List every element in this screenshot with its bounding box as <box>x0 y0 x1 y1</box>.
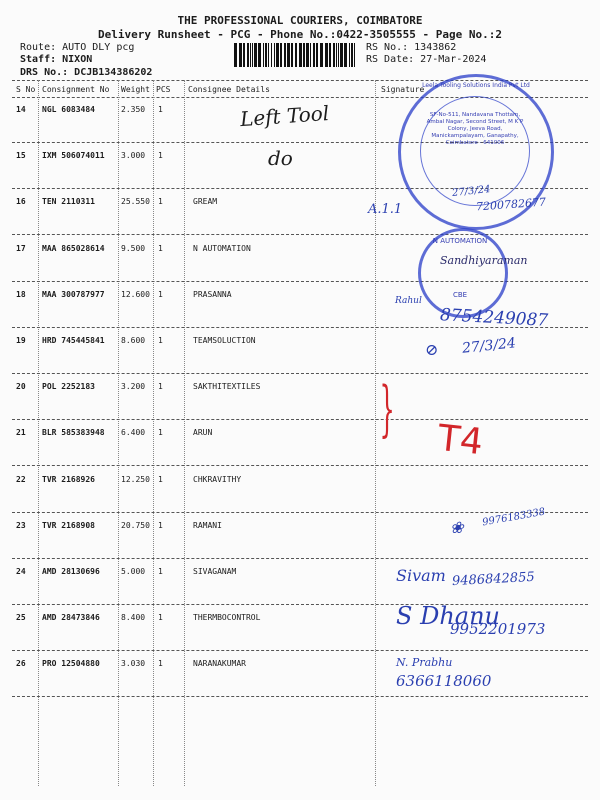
row-separator <box>12 650 588 651</box>
barcode-bar <box>306 43 309 67</box>
row-consignment: MAA 300787977 <box>42 290 105 299</box>
barcode-bar <box>333 43 335 67</box>
row-consignment: IXM 506074011 <box>42 151 105 160</box>
row-consignee: CHKRAVITHY <box>193 475 242 484</box>
barcode-bar <box>349 43 350 67</box>
row-pcs: 1 <box>158 567 163 576</box>
automation-stamp-city: CBE <box>452 291 468 299</box>
rs-number: RS No.: 1343862 <box>366 42 457 53</box>
col-consignment: Consignment No <box>42 85 110 94</box>
col-signature: Signature <box>381 85 425 94</box>
row-sno: 19 <box>16 336 26 345</box>
barcode-bar <box>336 43 337 67</box>
row-sno: 15 <box>16 151 26 160</box>
row-sno: 26 <box>16 659 26 668</box>
barcode-bar <box>239 43 242 67</box>
row-weight: 12.600 <box>121 290 150 299</box>
row-pcs: 1 <box>158 336 163 345</box>
company-title: THE PROFESSIONAL COURIERS, COIMBATORE <box>177 14 423 27</box>
row-sno: 16 <box>16 197 26 206</box>
row-pcs: 1 <box>158 613 163 622</box>
handwritten-phone: 9486842855 <box>451 569 536 590</box>
row-consignee: SIVAGANAM <box>193 567 237 576</box>
rs-date: RS Date: 27-Mar-2024 <box>366 54 487 65</box>
barcode-bar <box>247 43 249 67</box>
row-sno: 22 <box>16 475 26 484</box>
row-sno: 21 <box>16 428 26 437</box>
row-pcs: 1 <box>158 105 163 114</box>
barcode-bar <box>250 43 251 67</box>
row-consignment: MAA 865028614 <box>42 244 105 253</box>
row-pcs: 1 <box>158 197 163 206</box>
automation-stamp-name: N AUTOMATION <box>432 237 488 245</box>
row-sno: 24 <box>16 567 26 576</box>
row-consignee: ARUN <box>193 428 213 437</box>
row-weight: 6.400 <box>121 428 146 437</box>
handwritten-signature: Sivam <box>396 566 446 585</box>
row-separator <box>12 465 588 466</box>
row-weight: 3.000 <box>121 151 146 160</box>
row-pcs: 1 <box>158 244 163 253</box>
barcode-bar <box>263 43 264 67</box>
barcode-bar <box>276 43 279 67</box>
row-weight: 25.550 <box>121 197 150 206</box>
handwritten-phone: 9976183338 <box>481 506 547 529</box>
handwritten-signature: N. Prabhu <box>396 656 453 669</box>
row-consignment: PRO 12504880 <box>42 659 100 668</box>
barcode-bar <box>291 43 293 67</box>
barcode-bar <box>303 43 305 67</box>
handwritten-signature: Rahul <box>395 296 422 306</box>
col-weight: Weight <box>121 85 150 94</box>
barcode-bar <box>234 43 237 67</box>
staff-label: Staff: NIXON <box>20 54 93 65</box>
row-separator <box>12 234 588 235</box>
barcode-bar <box>329 43 331 67</box>
barcode-bar <box>320 43 323 67</box>
company-stamp-address: SF-No-511, Nandavana Thottam, Ambal Nagar, Second Street, M K P Colony, Jeeva Road, Manickampalayam, Ganapathy, Coimbatore - 641006 <box>426 112 524 146</box>
row-pcs: 1 <box>158 290 163 299</box>
table-row <box>0 475 600 495</box>
row-consignee: GREAM <box>193 197 218 206</box>
barcode-bar <box>280 43 282 67</box>
row-consignment: HRD 745445841 <box>42 336 105 345</box>
handwritten-ditto: do <box>268 146 293 170</box>
handwritten-date: 27/3/24 <box>451 184 492 199</box>
barcode-bar <box>338 43 339 67</box>
handwritten-phone: 7200782677 <box>475 195 547 214</box>
row-consignee: SAKTHITEXTILES <box>193 382 261 391</box>
row-separator <box>12 558 588 559</box>
handwritten-date: 27/3/24 <box>461 335 517 357</box>
row-consignment: TVR 2168908 <box>42 521 95 530</box>
table-row <box>0 382 600 402</box>
barcode-bar <box>325 43 328 67</box>
row-separator <box>12 604 588 605</box>
row-weight: 2.350 <box>121 105 146 114</box>
handwritten-signature: A.1.1 <box>368 202 403 217</box>
row-consignment: TEN 2110311 <box>42 197 95 206</box>
barcode-bar <box>354 43 355 67</box>
row-consignee: THERMBOCONTROL <box>193 613 261 622</box>
route-label: Route: AUTO DLY pcg <box>20 42 135 53</box>
barcode-bar <box>265 43 267 67</box>
barcode-bar <box>287 43 290 67</box>
row-weight: 3.200 <box>121 382 146 391</box>
barcode-bar <box>258 43 261 67</box>
drs-label: DRS No.: DCJB134386202 <box>20 67 153 78</box>
handwritten-note: Left Tool <box>239 100 330 132</box>
handwritten-signature: S Dhanu <box>396 602 500 630</box>
barcode-bar <box>271 43 272 67</box>
barcode-bar <box>243 43 245 67</box>
row-consignee: RAMANI <box>193 521 222 530</box>
handwritten-red-mark: T4 <box>435 417 485 464</box>
table-row <box>0 521 600 541</box>
row-consignee: TEAMSOLUCTION <box>193 336 256 345</box>
red-bracket-icon: } <box>379 374 395 444</box>
table-row <box>0 659 600 679</box>
row-pcs: 1 <box>158 382 163 391</box>
row-weight: 9.500 <box>121 244 146 253</box>
table-row <box>0 290 600 310</box>
row-sno: 18 <box>16 290 26 299</box>
row-consignee: PRASANNA <box>193 290 232 299</box>
row-consignment: TVR 2168926 <box>42 475 95 484</box>
row-sno: 17 <box>16 244 26 253</box>
barcode-bar <box>344 43 347 67</box>
row-separator <box>12 512 588 513</box>
row-weight: 20.750 <box>121 521 150 530</box>
barcode-bar <box>313 43 315 67</box>
row-separator <box>12 419 588 420</box>
row-weight: 5.000 <box>121 567 146 576</box>
handwritten-phone: 9952201973 <box>450 620 546 638</box>
row-separator <box>12 373 588 374</box>
row-pcs: 1 <box>158 659 163 668</box>
signature-mark-icon: ⊘ <box>425 340 439 359</box>
row-sno: 20 <box>16 382 26 391</box>
row-sno: 23 <box>16 521 26 530</box>
row-pcs: 1 <box>158 475 163 484</box>
handwritten-signature: Sandhiyaraman <box>440 254 528 267</box>
company-stamp-ring-text: Leela Tooling Solutions India Pvt Ltd <box>422 82 530 89</box>
row-consignment: NGL 6083484 <box>42 105 95 114</box>
row-consignee: N AUTOMATION <box>193 244 251 253</box>
row-weight: 8.400 <box>121 613 146 622</box>
runsheet-title: Delivery Runsheet - PCG - Phone No.:0422-3505555 - Page No.:2 <box>98 28 502 41</box>
handwritten-phone: 6366118060 <box>396 672 492 690</box>
row-sno: 14 <box>16 105 26 114</box>
barcode-bar <box>268 43 269 67</box>
col-sno: S No <box>16 85 36 94</box>
col-consignee: Consignee Details <box>188 85 270 94</box>
row-weight: 3.030 <box>121 659 146 668</box>
barcode-bar <box>340 43 343 67</box>
row-pcs: 1 <box>158 428 163 437</box>
row-consignee: NARANAKUMAR <box>193 659 246 668</box>
row-weight: 8.600 <box>121 336 146 345</box>
barcode-bar <box>316 43 318 67</box>
barcode-bar <box>252 43 253 67</box>
row-pcs: 1 <box>158 521 163 530</box>
signature-mark-icon: ❀ <box>450 518 464 537</box>
handwritten-phone: 8754249087 <box>439 305 549 331</box>
barcode-bar <box>295 43 297 67</box>
barcode-bar <box>284 43 286 67</box>
row-pcs: 1 <box>158 151 163 160</box>
row-consignment: AMD 28130696 <box>42 567 100 576</box>
row-consignment: AMD 28473846 <box>42 613 100 622</box>
drs-barcode <box>234 43 358 67</box>
barcode-bar <box>254 43 257 67</box>
table-row <box>0 428 600 448</box>
row-weight: 12.250 <box>121 475 150 484</box>
row-separator <box>12 696 588 697</box>
barcode-bar <box>351 43 353 67</box>
row-consignment: BLR 585383948 <box>42 428 105 437</box>
barcode-bar <box>274 43 275 67</box>
row-consignment: POL 2252183 <box>42 382 95 391</box>
col-pcs: PCS <box>156 85 171 94</box>
barcode-bar <box>310 43 311 67</box>
barcode-bar <box>299 43 302 67</box>
row-sno: 25 <box>16 613 26 622</box>
